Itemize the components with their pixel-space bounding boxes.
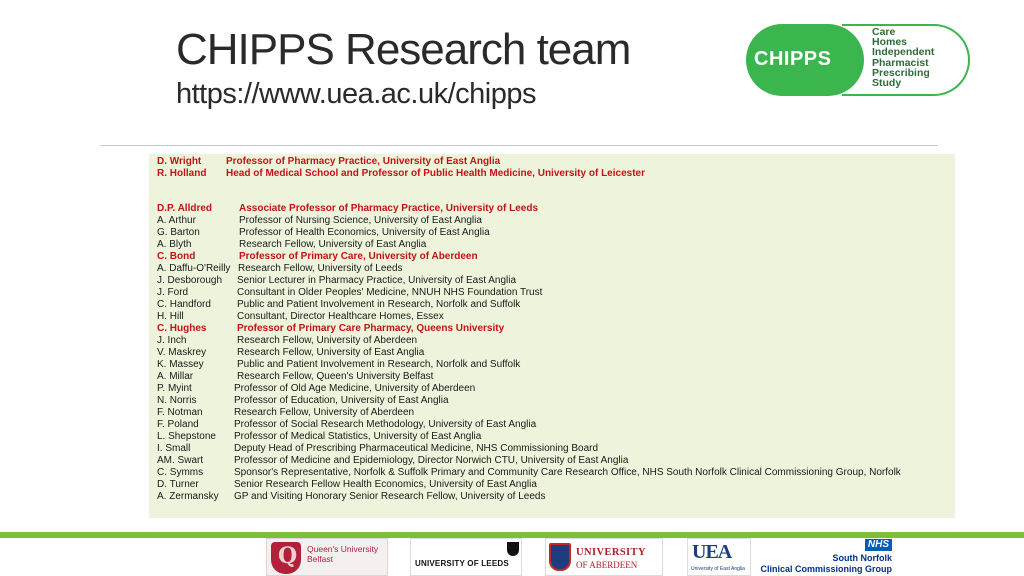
qub-name bbox=[307, 544, 378, 564]
member-role: Public and Patient Involvement in Research, Norfolk and Suffolk bbox=[237, 299, 521, 310]
member-role: Research Fellow, University of Aberdeen bbox=[237, 335, 418, 346]
member-role: Professor of Education, University of East Anglia bbox=[234, 395, 449, 406]
member-name: C. Symms bbox=[157, 467, 204, 478]
member-role: Research Fellow, University of Leeds bbox=[238, 263, 403, 274]
uea-mark: UEA bbox=[692, 541, 732, 563]
member-name: I. Small bbox=[157, 443, 191, 454]
member-role: Head of Medical School and Professor of Public Health Medicine, University of Leicester bbox=[226, 168, 645, 179]
member-name: C. Handford bbox=[157, 299, 211, 310]
nhs-line: Clinical Commissioning Group bbox=[760, 564, 892, 574]
member-role: Research Fellow, Queen's University Belfast bbox=[237, 371, 434, 382]
member-role: GP and Visiting Honorary Senior Research Fellow, University of Leeds bbox=[234, 491, 546, 502]
logo-line: Prescribing bbox=[872, 66, 930, 79]
nhs-south-norfolk-logo bbox=[752, 538, 896, 576]
member-name: A. Daffu-O'Reilly bbox=[157, 263, 231, 274]
member-name: C. Hughes bbox=[157, 323, 207, 334]
member-role: Consultant, Director Healthcare Homes, Essex bbox=[237, 311, 444, 322]
leeds-name: UNIVERSITY OF LEEDS bbox=[415, 559, 509, 568]
qub-line: Belfast bbox=[307, 554, 333, 564]
member-role: Senior Research Fellow Health Economics, University of East Anglia bbox=[234, 479, 537, 490]
member-name: N. Norris bbox=[157, 395, 197, 406]
member-name: J. Ford bbox=[157, 287, 189, 298]
member-name: F. Notman bbox=[157, 407, 203, 418]
member-role: Deputy Head of Prescribing Pharmaceutical Medicine, NHS Commissioning Board bbox=[234, 443, 599, 454]
queens-university-logo bbox=[266, 538, 388, 576]
member-name: V. Maskrey bbox=[157, 347, 207, 358]
member-name: F. Poland bbox=[157, 419, 199, 430]
member-role: Professor of Primary Care, University of Aberdeen bbox=[239, 251, 478, 262]
member-name: H. Hill bbox=[157, 311, 184, 322]
leeds-crest-icon bbox=[507, 542, 519, 556]
member-role: Research Fellow, University of East Anglia bbox=[237, 347, 425, 358]
member-name: G. Barton bbox=[157, 227, 200, 238]
member-role: Sponsor's Representative, Norfolk & Suffolk Primary and Community Care Research Office, NHS South Norfolk Clinical Commissioning Group, Norfolk bbox=[234, 467, 901, 478]
team-panel bbox=[149, 154, 955, 518]
logo-line: Independent bbox=[872, 46, 935, 59]
member-name: J. Desborough bbox=[157, 275, 223, 286]
member-name: L. Shepstone bbox=[157, 431, 216, 442]
logo-tagline bbox=[872, 27, 934, 88]
nhs-badge: NHS bbox=[865, 539, 892, 551]
header-divider bbox=[100, 145, 938, 146]
member-name: J. Inch bbox=[157, 335, 187, 346]
member-role: Professor of Medical Statistics, University of East Anglia bbox=[234, 431, 482, 442]
member-role: Associate Professor of Pharmacy Practice, University of Leeds bbox=[239, 203, 539, 214]
chipps-logo bbox=[746, 24, 970, 96]
member-name: AM. Swart bbox=[157, 455, 204, 466]
member-role: Professor of Old Age Medicine, University of Aberdeen bbox=[234, 383, 476, 394]
qub-line: Queen's University bbox=[307, 544, 379, 554]
logo-line: Care bbox=[872, 26, 896, 38]
member-name: A. Millar bbox=[157, 371, 194, 382]
member-name: D.P. Alldred bbox=[157, 203, 213, 214]
logo-word: CHIPPS bbox=[754, 48, 832, 70]
aberdeen-line: OF ABERDEEN bbox=[576, 560, 638, 570]
qub-q-mark: Q bbox=[278, 543, 298, 569]
member-role: Research Fellow, University of East Anglia bbox=[239, 239, 427, 250]
member-name: C. Bond bbox=[157, 251, 196, 262]
member-role: Consultant in Older Peoples' Medicine, NNUH NHS Foundation Trust bbox=[237, 287, 543, 298]
member-role: Professor of Medicine and Epidemiology, Director Norwich CTU, University of East Anglia bbox=[234, 455, 629, 466]
page-title: CHIPPS Research team bbox=[176, 25, 631, 74]
university-of-aberdeen-logo bbox=[545, 538, 663, 576]
university-of-leeds-logo bbox=[410, 538, 522, 576]
member-name: A. Blyth bbox=[157, 239, 192, 250]
member-name: A. Arthur bbox=[157, 215, 196, 226]
member-role: Professor of Health Economics, University of East Anglia bbox=[239, 227, 490, 238]
aberdeen-crest-icon bbox=[549, 543, 571, 571]
member-name: R. Holland bbox=[157, 168, 207, 179]
uea-logo bbox=[687, 538, 751, 576]
member-name: P. Myint bbox=[157, 383, 192, 394]
uea-subtitle: University of East Anglia bbox=[691, 566, 745, 572]
nhs-line: South Norfolk bbox=[832, 553, 892, 563]
member-name: K. Massey bbox=[157, 359, 204, 370]
logo-line: Pharmacist bbox=[872, 56, 929, 69]
member-role: Professor of Social Research Methodology, University of East Anglia bbox=[234, 419, 537, 430]
member-role: Public and Patient Involvement in Research, Norfolk and Suffolk bbox=[237, 359, 521, 370]
member-role: Senior Lecturer in Pharmacy Practice, University of East Anglia bbox=[237, 275, 517, 286]
member-role: Professor of Primary Care Pharmacy, Queens University bbox=[237, 323, 505, 334]
logo-line: Homes bbox=[872, 36, 908, 49]
member-name: D. Wright bbox=[157, 156, 202, 167]
aberdeen-line: UNIVERSITY bbox=[576, 547, 646, 558]
member-name: A. Zermansky bbox=[157, 491, 219, 502]
project-url[interactable]: https://www.uea.ac.uk/chipps bbox=[176, 78, 536, 110]
member-role: Professor of Pharmacy Practice, University of East Anglia bbox=[226, 156, 501, 167]
title-block bbox=[176, 26, 630, 112]
logo-line: Study bbox=[872, 77, 902, 90]
member-role: Research Fellow, University of Aberdeen bbox=[234, 407, 415, 418]
partner-logos bbox=[0, 538, 1024, 576]
member-role: Professor of Nursing Science, University of East Anglia bbox=[239, 215, 482, 226]
member-name: D. Turner bbox=[157, 479, 199, 490]
